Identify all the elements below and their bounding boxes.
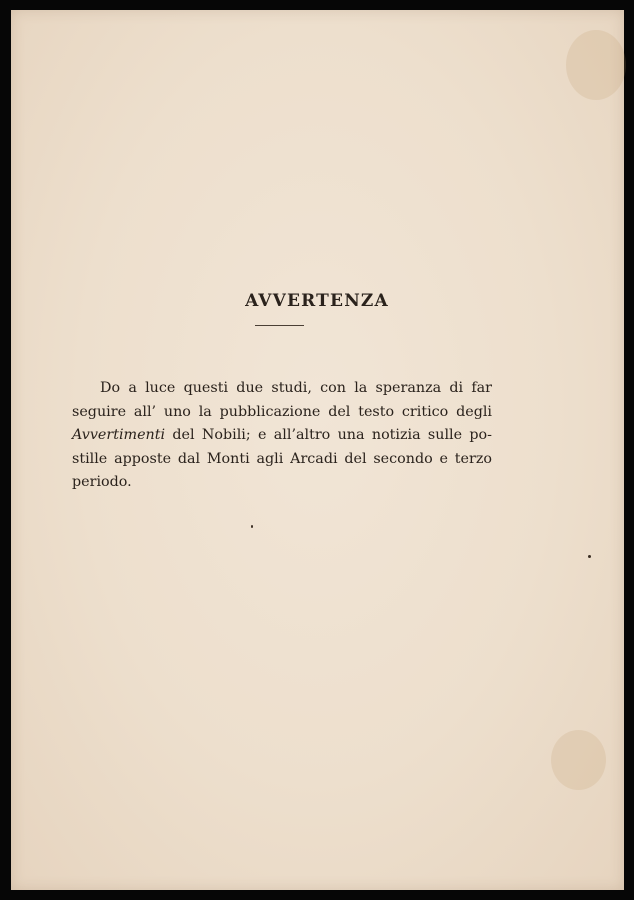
paper-stain [551, 730, 606, 790]
notice-paragraph [72, 377, 492, 495]
title-divider [255, 325, 304, 326]
paragraph-line: seguire all’ uno la pubblicazione del testo critico degli [72, 403, 492, 420]
paragraph-line: periodo. [72, 474, 132, 491]
italic-title: Avvertimenti [72, 427, 166, 444]
paragraph-line: stille apposte dal Monti agli Arcadi del secondo e terzo [72, 450, 492, 467]
paragraph-line [72, 424, 492, 448]
paragraph-line-rest: del Nobili; e all’altro una notizia sulle po- [165, 427, 492, 444]
paragraph-line: Do a luce questi due studi, con la speranza di far [100, 380, 492, 396]
paper-speck [251, 525, 253, 528]
paper-speck [588, 555, 591, 558]
paper-stain [566, 30, 626, 100]
page-title: AVVERTENZA [245, 291, 389, 311]
